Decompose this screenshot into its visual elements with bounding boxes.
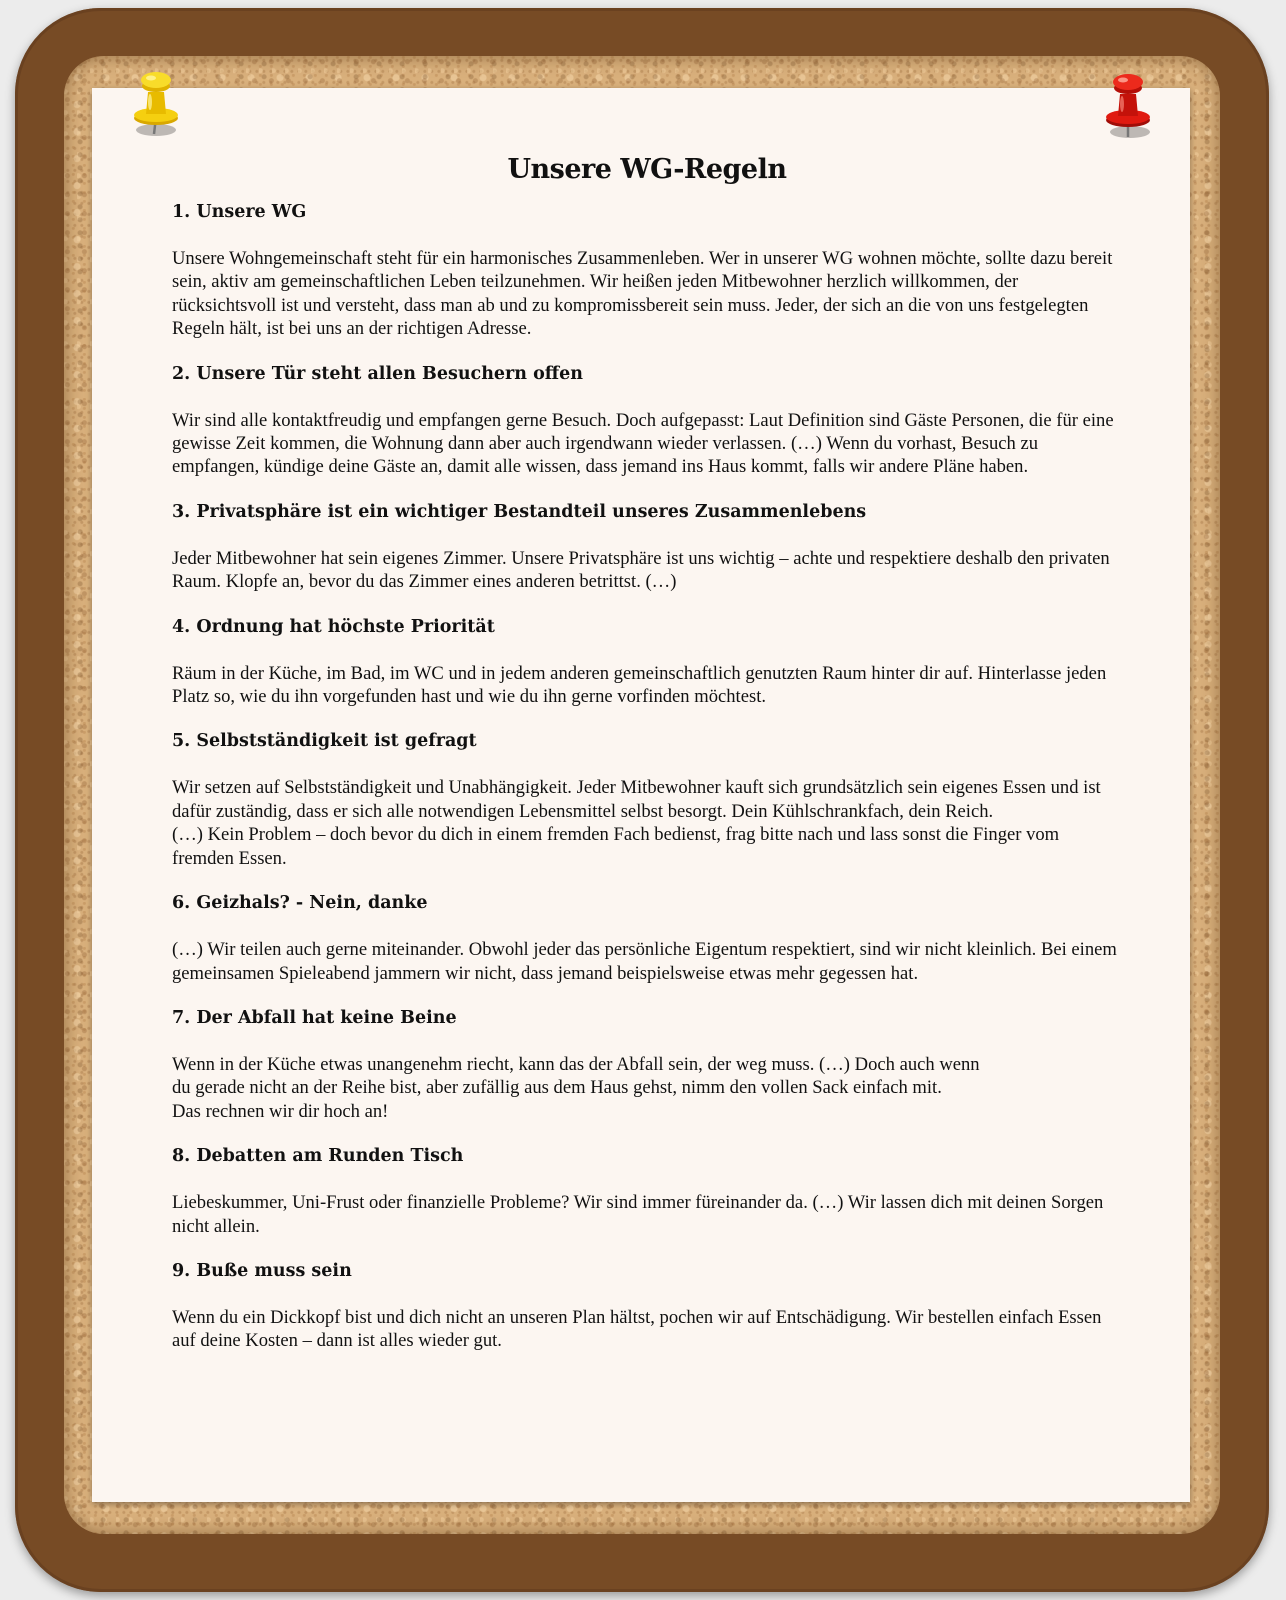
section-heading: 8. Debatten am Runden Tisch [172,1146,464,1167]
section-heading: 9. Buße muss sein [172,1260,352,1281]
section-heading: 1. Unsere WG [172,202,307,222]
section-text: Wenn du ein Dickkopf bist und dich nicht an unseren Plan hältst, pochen wir auf Entschädigung. Wir bestellen einfach Essen auf deine Kosten – dann ist alles wieder gut. [172,1306,1102,1352]
section-heading: 4. Ordnung hat höchste Priorität [172,616,495,637]
section-5 [172,730,1122,870]
section-heading: 7. Der Abfall hat keine Beine [172,1007,457,1028]
section-1 [172,201,1122,341]
section-heading: 2. Unsere Tür steht allen Besuchern offen [172,363,583,384]
section-text: Räum in der Küche, im Bad, im WC und in jedem anderen gemeinschaftlich genutzten Raum hinter dir auf. Hinterlasse jeden Platz so, wie du ihn vorgefunden hast und wie du ihn gerne vorfinden möchtest. [172,662,1107,708]
section-7 [172,1007,1122,1123]
section-text: Wir setzen auf Selbstständigkeit und Unabhängigkeit. Jeder Mitbewohner kauft sich grundsätzlich sein eigenes Essen und ist dafür zuständig, dass er sich alle notwendigen Lebensmittel selbst besorgt. Dein Kühlschrankfach, dein Reich. (…) Kein Problem – doch bevor du dich in einem fremden Fach bedienst, frag bitte nach und lass sonst die Finger vom fremden Essen. [172,777,1101,869]
document-title: Unsere WG-Regeln [507,154,787,185]
section-6 [172,892,1122,985]
yellow-pushpin-icon [126,62,186,142]
section-heading: 5. Selbstständigkeit ist gefragt [172,731,477,752]
section-text: (…) Wir teilen auch gerne miteinander. Obwohl jeder das persönliche Eigentum respektiert, sind wir nicht kleinlich. Bei einem gemeinsamen Spieleabend jammern wir nicht, dass jemand beispielsweise etwas mehr gegessen hat. [172,939,1117,984]
section-heading: 6. Geizhals? - Nein, danke [172,893,428,914]
section-4 [172,616,1122,709]
section-9 [172,1260,1122,1353]
section-text: Liebeskummer, Uni-Frust oder finanzielle Probleme? Wir sind immer füreinander da. (…) Wir lassen dich mit deinen Sorgen nicht allein. [172,1192,1104,1237]
document-content [172,154,1122,1375]
section-text: Jeder Mitbewohner hat sein eigenes Zimmer. Unsere Privatsphäre ist uns wichtig – achte und respektiere deshalb den privaten Raum. Klopfe an, bevor du das Zimmer eines anderen betrittst. (…) [172,547,1110,593]
section-3 [172,501,1122,594]
section-heading: 3. Privatsphäre ist ein wichtiger Bestandteil unseres Zusammenlebens [172,501,867,522]
section-text: Wenn in der Küche etwas unangenehm riecht, kann das der Abfall sein, der weg muss. (…) Doch auch wenn du gerade nicht an der Reihe bist, aber zufällig aus dem Haus gehst, nimm den vollen Sack einfach mit. Das rechnen wir dir hoch an! [172,1053,980,1122]
section-text: Unsere Wohngemeinschaft steht für ein harmonisches Zusammenleben. Wer in unserer WG wohnen möchte, sollte dazu bereit sein, aktiv am gemeinschaftlichen Leben teilzunehmen. Wir heißen jeden Mitbewohner herzlich willkommen, der rücksichtsvoll ist und versteht, dass man ab und zu kompromissbereit sein muss. Jeder, der sich an die von uns festgelegten Regeln hält, ist bei uns an der richtigen Adresse. [172,248,1113,340]
section-text: Wir sind alle kontaktfreudig und empfangen gerne Besuch. Doch aufgepasst: Laut Definition sind Gäste Personen, die für eine gewisse Zeit kommen, die Wohnung dann aber auch irgendwann wieder verlassen. (…) Wenn du vorhast, Besuch zu empfangen, kündige deine Gäste an, damit alle wissen, dass jemand ins Haus kommt, falls wir andere Pläne haben. [172,409,1114,478]
red-pushpin-icon [1098,64,1158,144]
section-8 [172,1145,1122,1238]
section-2 [172,363,1122,479]
